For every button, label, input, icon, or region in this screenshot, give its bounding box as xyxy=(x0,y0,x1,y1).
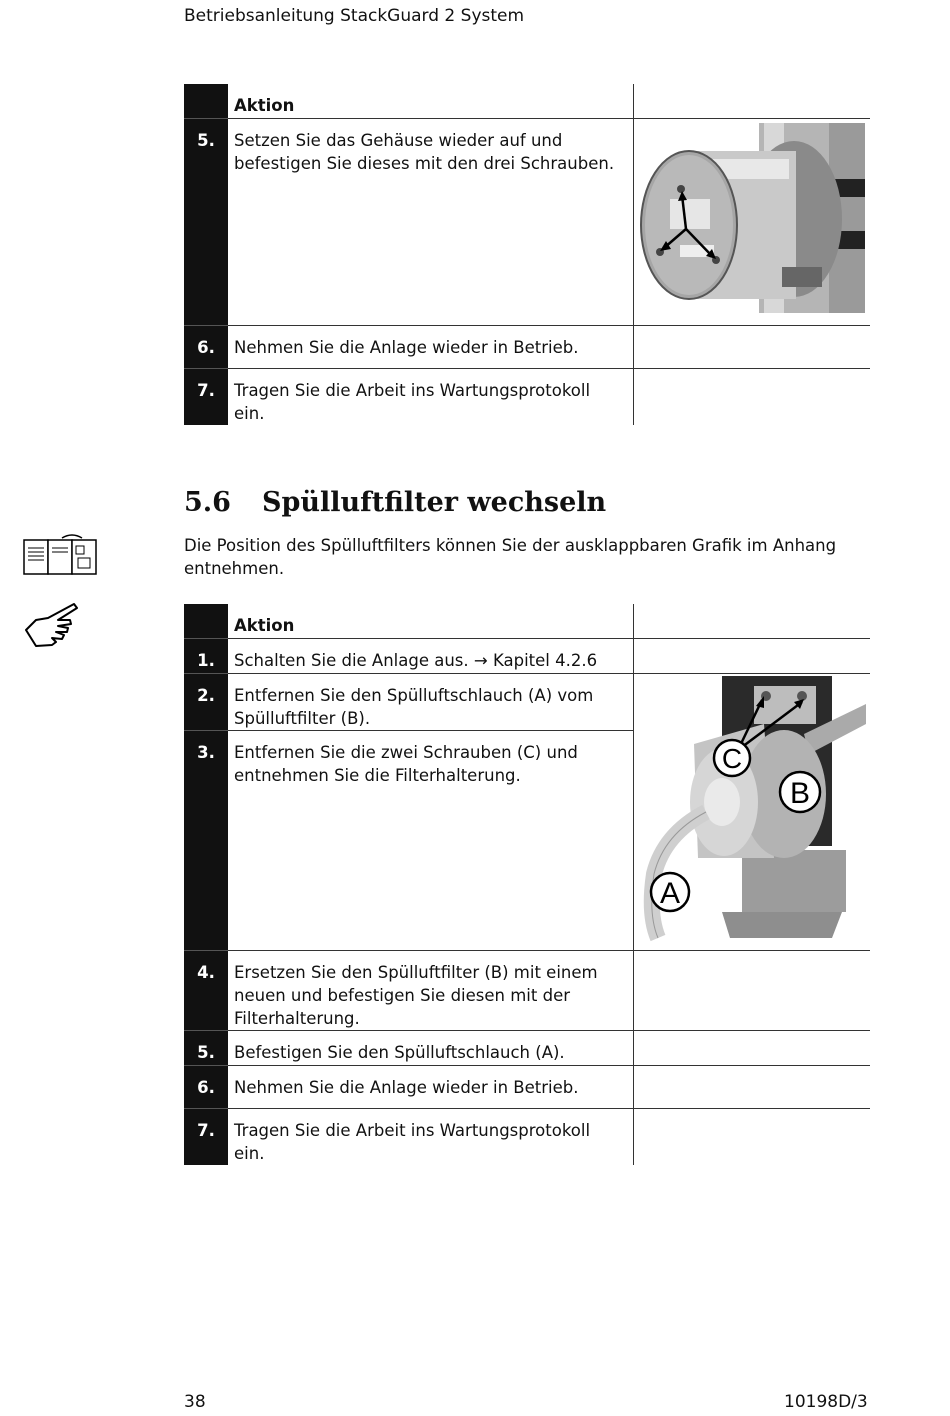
housing-image xyxy=(634,119,871,319)
column-header-aktion: Aktion xyxy=(234,616,295,635)
label-b: B xyxy=(789,776,810,810)
step-text: Tragen Sie die Arbeit ins Wartungsprotokoll ein. xyxy=(228,368,633,425)
step-number: 7. xyxy=(184,1108,228,1165)
foldout-diagram-icon xyxy=(22,532,100,578)
document-id: 10198D/3 xyxy=(784,1392,868,1412)
table-row xyxy=(184,950,870,1030)
running-header: Betriebsanleitung StackGuard 2 System xyxy=(184,6,525,26)
pointing-hand-icon xyxy=(22,600,80,650)
housing-photo xyxy=(633,118,870,325)
step-number-header xyxy=(184,604,228,638)
table-row xyxy=(184,118,870,325)
step-number: 1. xyxy=(184,638,228,673)
step-text: Entfernen Sie die zwei Schrauben (C) und entnehmen Sie die Filterhalterung. xyxy=(228,731,633,950)
label-a: A xyxy=(659,876,680,910)
step-number: 6. xyxy=(184,1065,228,1108)
step-number: 5. xyxy=(184,1030,228,1065)
step-text: Schalten Sie die Anlage aus. → Kapitel 4.2.6 xyxy=(228,638,633,673)
filter-photo xyxy=(633,673,870,950)
step-number: 2. xyxy=(184,673,228,731)
table-row xyxy=(184,325,870,368)
column-header-aktion: Aktion xyxy=(234,96,295,115)
step-text: Setzen Sie das Gehäuse wieder auf und befestigen Sie dieses mit den drei Schrauben. xyxy=(228,118,633,325)
page-number: 38 xyxy=(184,1392,206,1412)
step-number: 5. xyxy=(184,118,228,325)
steps-table-1 xyxy=(184,84,870,425)
table-row xyxy=(184,1108,870,1165)
step-text: Tragen Sie die Arbeit ins Wartungsprotokoll ein. xyxy=(228,1108,633,1165)
step-number: 3. xyxy=(184,731,228,950)
table-row xyxy=(184,673,870,731)
step-text: Entfernen Sie den Spülluftschlauch (A) vom Spülluftfilter (B). xyxy=(228,673,633,731)
filter-image xyxy=(634,674,871,944)
table-row xyxy=(184,638,870,673)
step-number: 7. xyxy=(184,368,228,425)
table-row xyxy=(184,1030,870,1065)
table-row xyxy=(184,368,870,425)
section-number: 5.6 xyxy=(184,487,231,518)
section-intro: Die Position des Spülluftfilters können Sie der ausklappbaren Grafik im Anhang entnehmen. xyxy=(184,536,837,578)
section-title: Spülluftfilter wechseln xyxy=(262,487,607,518)
label-c: C xyxy=(721,742,742,774)
steps-table-2 xyxy=(184,604,870,1165)
step-number: 6. xyxy=(184,325,228,368)
step-text: Befestigen Sie den Spülluftschlauch (A). xyxy=(228,1030,633,1065)
step-text: Nehmen Sie die Anlage wieder in Betrieb. xyxy=(228,325,633,368)
section-heading xyxy=(184,487,606,518)
table-row xyxy=(184,1065,870,1108)
step-text: Nehmen Sie die Anlage wieder in Betrieb. xyxy=(228,1065,633,1108)
step-number-header xyxy=(184,84,228,118)
step-text: Ersetzen Sie den Spülluftfilter (B) mit einem neuen und befestigen Sie diesen mit der Filterhalterung. xyxy=(228,950,633,1030)
step-number: 4. xyxy=(184,950,228,1030)
